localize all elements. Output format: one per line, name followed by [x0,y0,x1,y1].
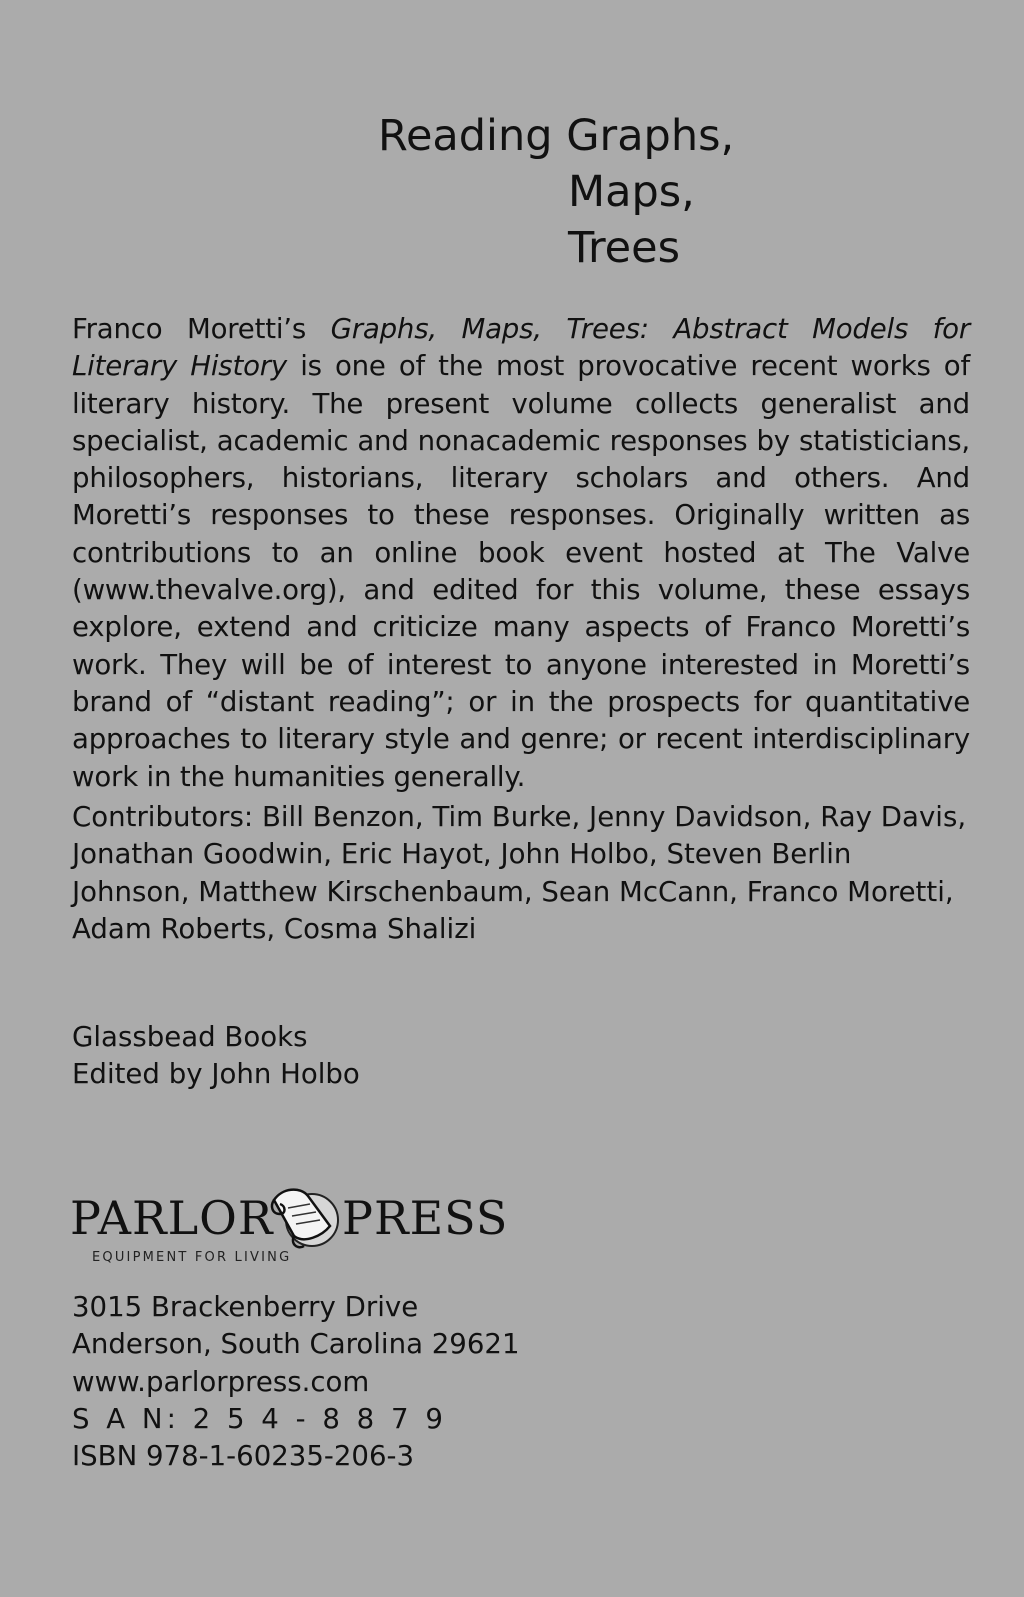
scroll-and-disc-icon [260,1178,350,1258]
book-title-italic: Graphs, Maps, Trees: Abstract Models for Literary History [72,312,970,383]
address-city: Anderson, South Carolina 29621 [72,1327,520,1361]
publisher-logo [70,1190,509,1280]
title-line-2: Maps, [568,167,695,217]
blurb-body: is one of the most provocative recent works of literary history. The present volume collects generalist and specialist, academic and nonacademic responses by statisticians, philosophers, historians, literary scholars and others. And Moretti’s responses to these responses. Originally written as contributions to an online book event hosted at The Valve (www.thevalve.org), and edited for this volume, these essays explore, extend and criticize many aspects of Franco Moretti’s work. They will be of interest to anyone interested in Moretti’s brand of “distant reading”; or in the prospects for quantitative approaches to literary style and genre; or recent interdisciplinary work in the humanities generally. [72,349,970,793]
series-name: Glassbead Books [72,1020,308,1053]
contributors-list: Contributors: Bill Benzon, Tim Burke, Jenny Davidson, Ray Davis, Jonathan Goodwin, Eric Hayot, John Holbo, Steven Berlin Johnson, Matthew Kirschenbaum, Sean McCann, Franco Moretti, Adam Roberts, Cosma Shalizi [72,800,967,945]
series-info [72,1018,672,1093]
title-line-3: Trees [568,223,680,273]
san-number: S A N: 2 5 4 - 8 8 7 9 [72,1401,447,1435]
description-paragraph [72,310,970,795]
isbn-number: ISBN 978-1-60235-206-3 [72,1439,415,1473]
title-line-1: Reading Graphs, [378,111,735,161]
publisher-website: www.parlorpress.com [72,1364,370,1398]
series-editor: Edited by John Holbo [72,1057,360,1091]
address-street: 3015 Brackenberry Drive [72,1290,419,1323]
publisher-address [72,1288,672,1474]
logo-tagline: EQUIPMENT FOR LIVING [92,1250,292,1265]
logo-word-parlor: PARLOR [70,1191,274,1245]
blurb-lead: Franco Moretti’s [72,312,331,345]
logo-word-press: PRESS [342,1191,509,1245]
